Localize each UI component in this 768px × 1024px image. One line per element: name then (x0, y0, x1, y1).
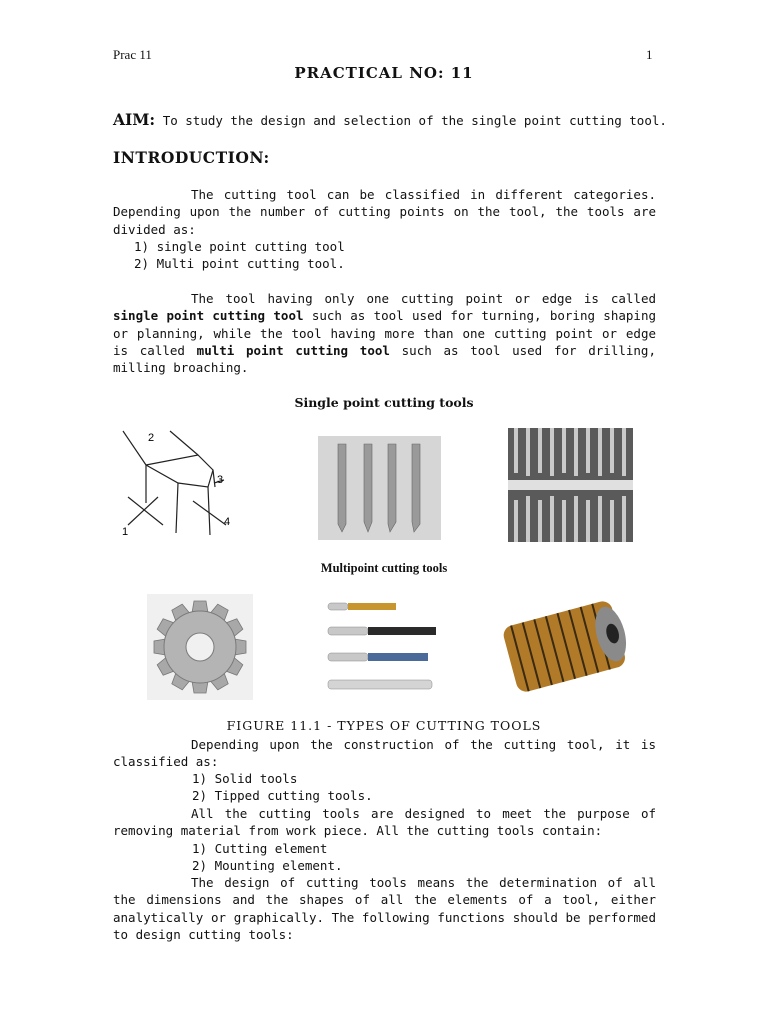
header-left: Prac 11 (113, 47, 152, 62)
list-item: 1) Solid tools (192, 771, 298, 786)
tool-bits-photo (318, 436, 441, 540)
aim-text: To study the design and selection of the single point cutting tool. (162, 113, 667, 128)
paragraph-2-text: such as tool used for turning, boring shaping or planning, while the tool having more than one cutting point or edge is called (113, 308, 656, 358)
hob-cutter-photo (498, 590, 634, 700)
page-number: 1 (646, 47, 653, 62)
aim-line (113, 110, 667, 129)
paragraph-2-text: such as tool used for drilling, milling broaching. (113, 342, 656, 376)
term-multi-point: multi point cutting tool (196, 342, 390, 358)
list-item: 2) Tipped cutting tools. (192, 788, 373, 803)
diagram-label: 2 (148, 432, 155, 444)
paragraph-4-text: All the cutting tools are designed to meet the purpose of removing material from work piece. All the cutting tools contain: (113, 806, 656, 839)
diagram-line (146, 455, 213, 487)
paragraph-4 (113, 805, 656, 840)
page-title: PRACTICAL NO: 11 (294, 64, 474, 82)
paragraph-1-text: The cutting tool can be classified in different categories. Depending upon the number of cutting points on the tool, the tools are divided as: (113, 187, 656, 237)
diagram-label: 3 (217, 474, 224, 486)
list-item: 2) Multi point cutting tool. (134, 256, 345, 271)
list-item: 2) Mounting element. (192, 858, 343, 873)
list-item: 1) Cutting element (192, 841, 328, 856)
diagram-label: 4 (224, 516, 231, 528)
paragraph-1 (113, 186, 656, 238)
diagram-line (208, 487, 210, 535)
tool-bit (388, 444, 396, 532)
tool-bit (412, 444, 420, 532)
introduction-heading: INTRODUCTION: (113, 148, 270, 167)
gear-cutter-photo (147, 594, 253, 700)
cutters-photo (508, 428, 633, 542)
tool-bit (338, 444, 346, 532)
diagram-line (123, 431, 146, 465)
diagram-label: 1 (122, 526, 129, 538)
paragraph-2-text: The tool having only one cutting point or edge is called (191, 291, 656, 306)
paragraph-2 (113, 290, 656, 376)
paragraph-3-text: Depending upon the construction of the cutting tool, it is classified as: (113, 737, 656, 770)
multipoint-caption: Multipoint cutting tools (320, 561, 448, 575)
single-point-caption: Single point cutting tools (294, 395, 474, 410)
diagram-line (213, 470, 215, 487)
drills-photo (322, 594, 438, 698)
tool-bit (364, 444, 372, 532)
diagram-line (170, 431, 198, 455)
list-item: 1) single point cutting tool (134, 239, 345, 254)
figure-caption: FIGURE 11.1 - TYPES OF CUTTING TOOLS (226, 718, 542, 733)
tool-diagram-figure (118, 425, 248, 540)
aim-label: AIM: (113, 110, 156, 129)
term-single-point: single point cutting tool (113, 308, 304, 324)
paragraph-5-text: The design of cutting tools means the determination of all the dimensions and the shapes of all the elements of a tool, either analytically or graphically. The following functions should be performed to design cutting tools: (113, 875, 656, 942)
diagram-line (176, 483, 178, 533)
paragraph-5 (113, 874, 656, 943)
paragraph-3 (113, 736, 656, 771)
